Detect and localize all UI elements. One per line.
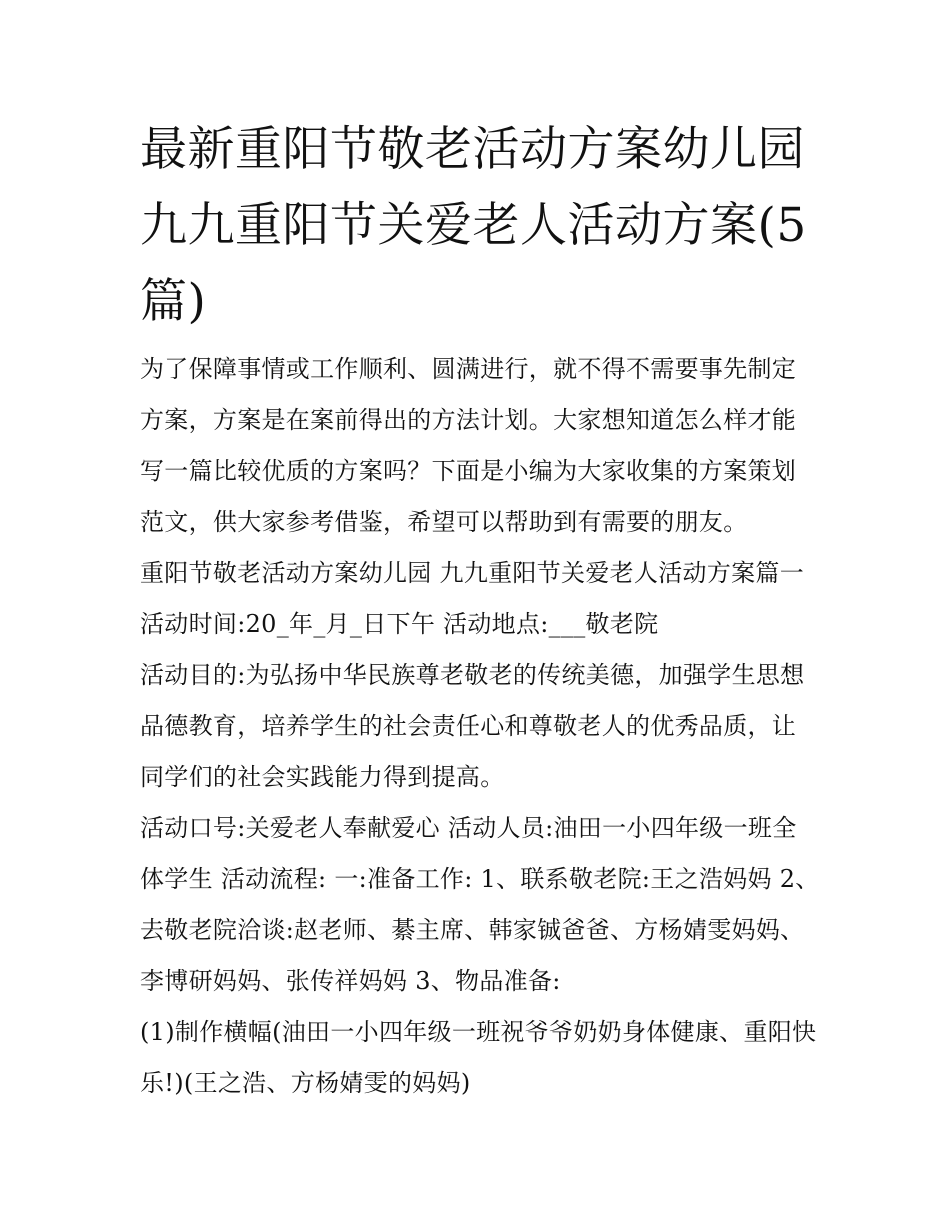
document-page bbox=[140, 112, 820, 1109]
purpose-paragraph: 活动目的:为弘扬中华民族尊老敬老的传统美德，加强学生思想品德教育，培养学生的社会责任心和尊敬老人的优秀品质，让同学们的社会实践能力得到提高。 bbox=[140, 661, 805, 791]
banner-paragraph: (1)制作横幅(油田一小四年级一班祝爷爷奶奶身体健康、重阳快乐!)(王之浩、方杨婧雯的妈妈) bbox=[140, 1018, 817, 1097]
document-title: 最新重阳节敬老活动方案幼儿园 九九重阳节关爱老人活动方案(5篇) bbox=[140, 122, 807, 329]
slogan-process-paragraph: 活动口号:关爱老人奉献爱心 活动人员:油田一小四年级一班全体学生 活动流程: 一:准备工作: 1、联系敬老院:王之浩妈妈 2、去敬老院洽谈:赵老师、綦主席、韩家铖爸爸、方杨婧雯妈妈、李博研妈妈、张传祥妈妈 3、物品准备: bbox=[140, 814, 820, 995]
intro-paragraph: 为了保障事情或工作顺利、圆满进行，就不得不需要事先制定方案，方案是在案前得出的方法计划。大家想知道怎么样才能写一篇比较优质的方案吗？下面是小编为大家收集的方案策划范文，供大家参考借鉴，希望可以帮助到有需要的朋友。 bbox=[140, 355, 797, 536]
document-body bbox=[140, 344, 820, 1109]
section-heading-paragraph: 重阳节敬老活动方案幼儿园 九九重阳节关爱老人活动方案篇一 活动时间:20_年_月_日下午 活动地点:___敬老院 bbox=[140, 559, 805, 638]
